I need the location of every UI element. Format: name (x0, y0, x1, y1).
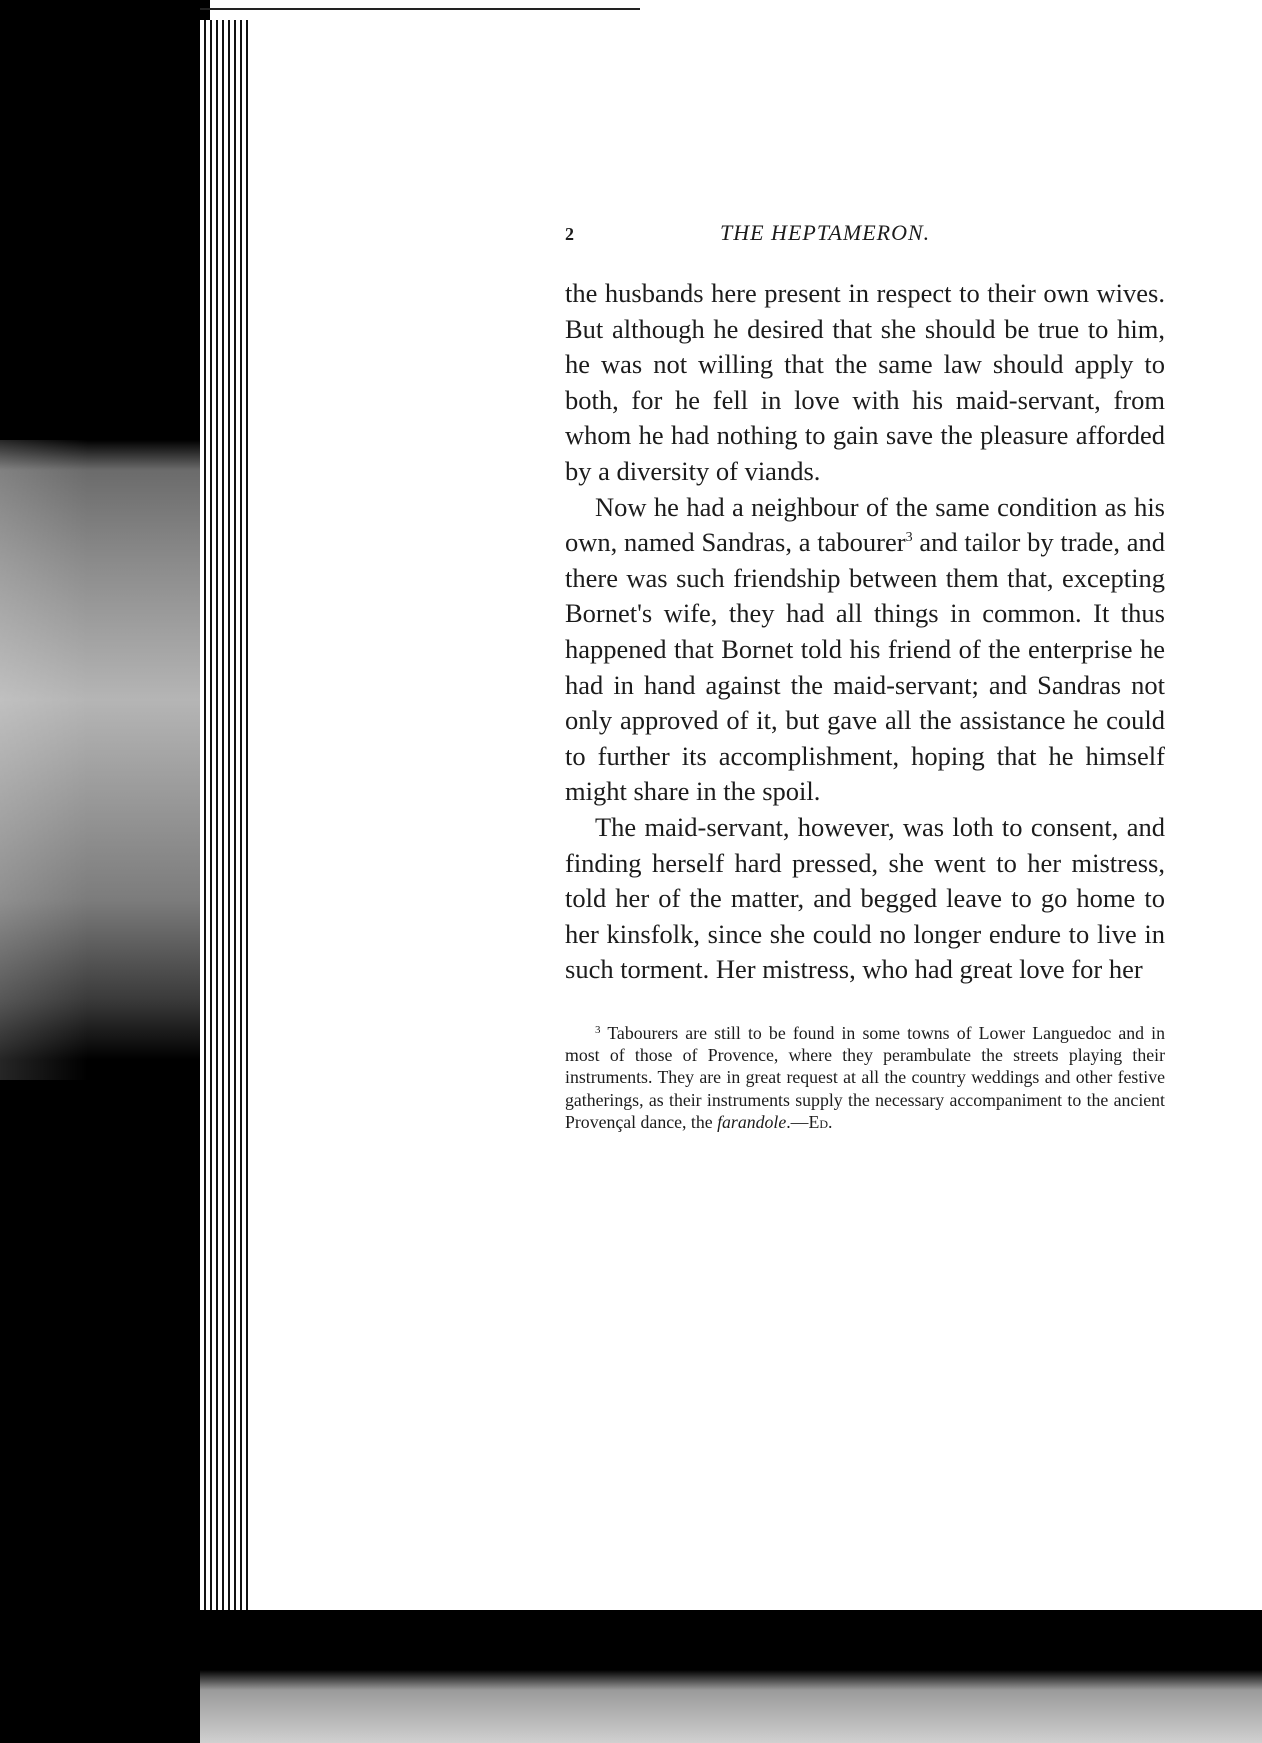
page-header (565, 220, 1165, 254)
scan-spine-fade (0, 440, 110, 1080)
footnote (565, 1022, 1165, 1133)
paragraph-3: The maid-servant, however, was loth to consent, and finding herself hard pressed, she went to her mistress, told her of the matter, and begged leave to go home to her kinsfolk, since she could no longer endure to live in such torment. Her mistress, who had great love for her (565, 811, 1165, 985)
footnote-dash: .— (786, 1112, 809, 1133)
scan-top-edge (200, 8, 640, 10)
footnote-signature: Ed. (808, 1112, 833, 1133)
page-bottom-curl (240, 1620, 1240, 1665)
body-text (565, 276, 1165, 988)
paragraph-2-text-a: Now he had a neighbour of the same condition as his own, named Sandras, a tabourer (565, 491, 1165, 558)
footnote-italic-term: farandole (717, 1112, 787, 1133)
paragraph-2-text-b: and tailor by trade, and there was such friendship between them that, excepting Bornet's wife, they had all things in common. It thus happened that Bornet told his friend of the enterprise he had in hand against the maid-servant; and Sandras not only approved of it, but gave all the assistance he could to further its accomplishment, hoping that he himself might share in the spoil. (565, 527, 1165, 807)
running-title: THE HEPTAMERON. (720, 220, 931, 245)
page-number: 2 (565, 224, 574, 244)
footnote-marker: 3 (595, 1023, 601, 1036)
paragraph-2 (565, 490, 1165, 810)
book-page-edges (200, 20, 248, 1640)
book-page (565, 220, 1165, 1133)
paragraph-1: the husbands here present in respect to their own wives. But although he desired that she should be true to him, he was not willing that the same law should apply to both, for he fell in love with his maid-servant, from whom he had nothing to gain save the pleasure afforded by a diversity of viands. (565, 278, 1165, 486)
footnote-reference: 3 (905, 530, 913, 546)
footnote-text: Tabourers are still to be found in some towns of Lower Languedoc and in most of those of Provence, where they perambulate the streets playing their instruments. They are in great request at all the country weddings and other festive gatherings, as their instruments supply the necessary accompaniment to the ancient Provençal dance, the (565, 1022, 1165, 1133)
